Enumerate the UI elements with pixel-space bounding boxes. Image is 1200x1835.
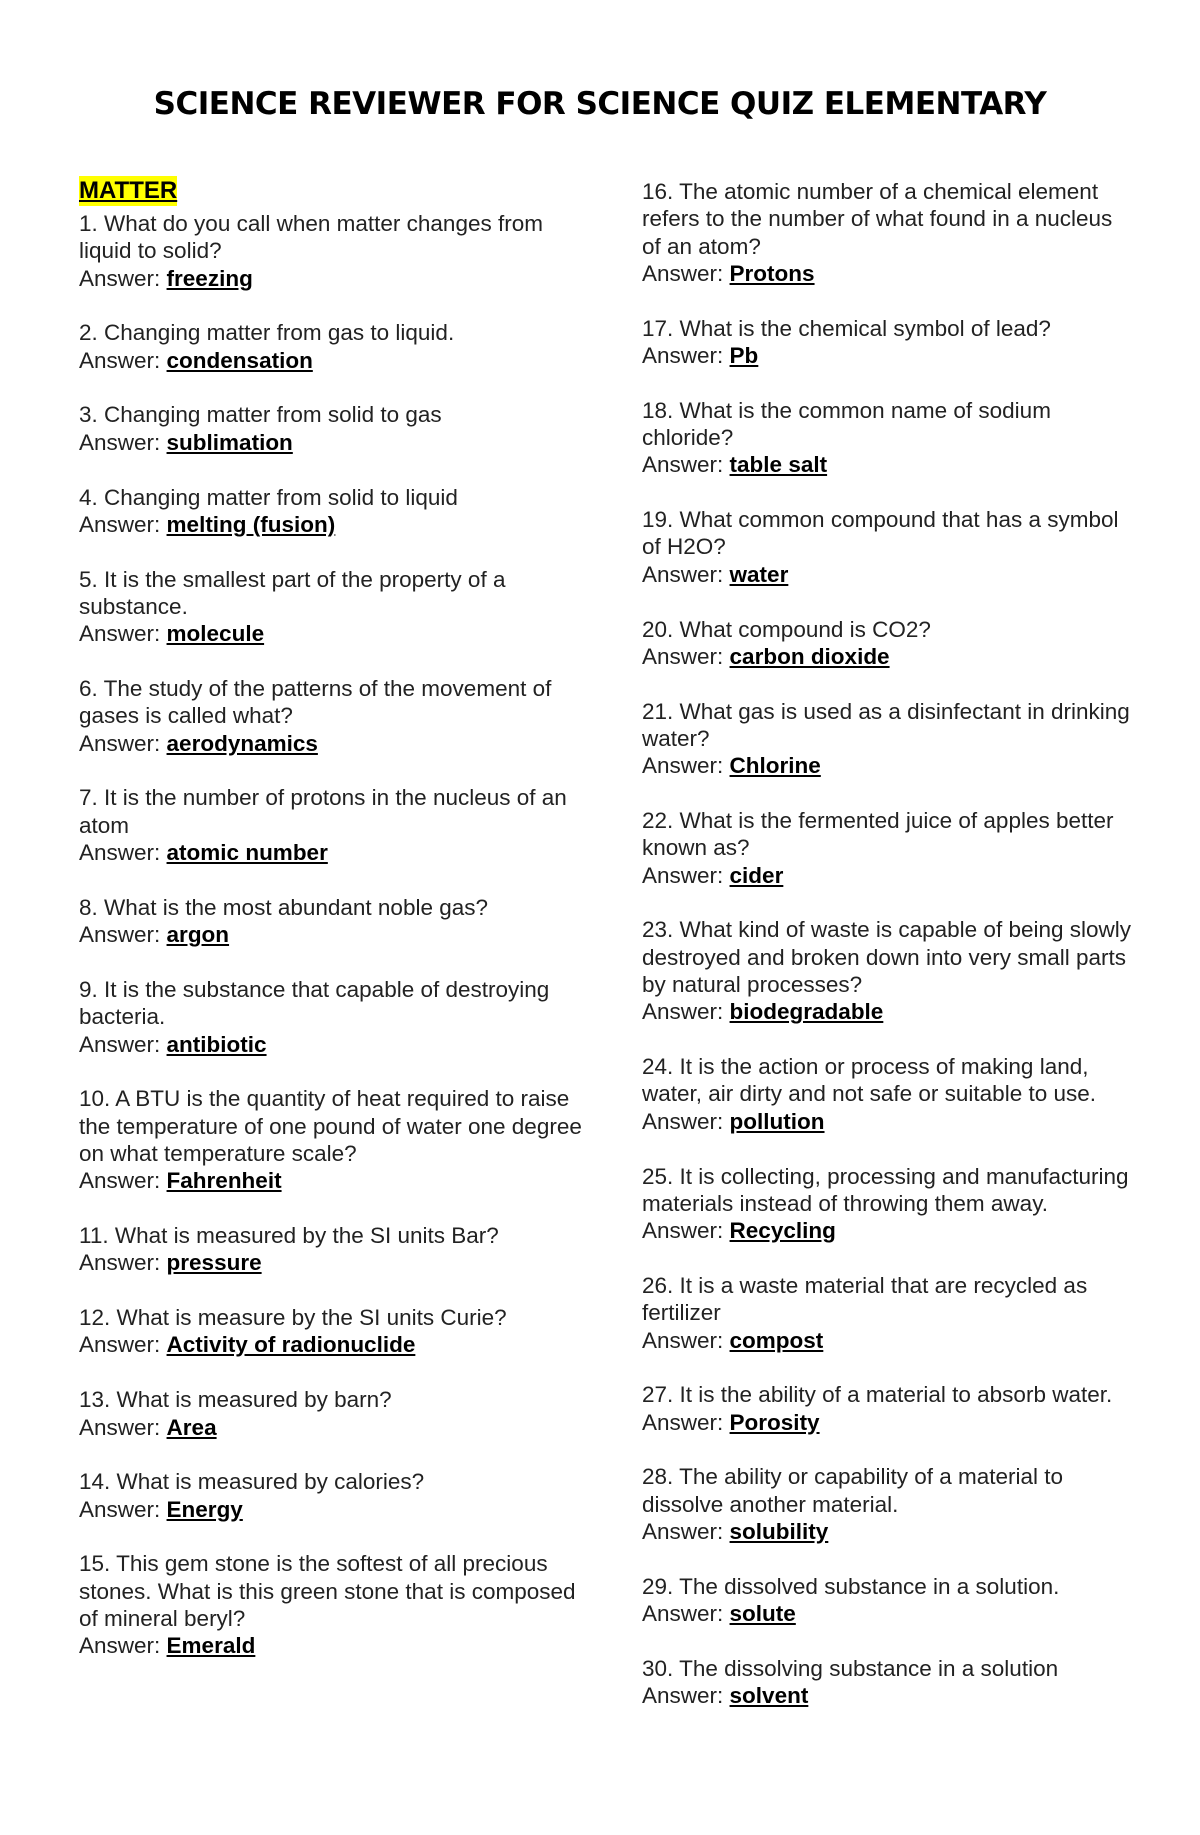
answer-value: biodegradable bbox=[729, 999, 884, 1025]
question-text: 2. Changing matter from gas to liquid. bbox=[79, 320, 455, 346]
question-item bbox=[642, 506, 1132, 588]
answer-value: Fahrenheit bbox=[166, 1168, 282, 1194]
answer-label: Answer: bbox=[79, 1168, 161, 1194]
answer-value: table salt bbox=[729, 452, 828, 478]
answer-label: Answer: bbox=[642, 1327, 724, 1353]
answer-value: sublimation bbox=[166, 429, 293, 455]
question-text: 27. It is the ability of a material to absorb water. bbox=[642, 1382, 1113, 1408]
question-text: 21. What gas is used as a disinfectant in drinking water? bbox=[642, 698, 1130, 751]
question-list-left bbox=[79, 210, 599, 1660]
answer-label: Answer: bbox=[642, 1601, 724, 1627]
question-text: 9. It is the substance that capable of destroying bacteria. bbox=[79, 976, 550, 1030]
answer-label: Answer: bbox=[79, 347, 161, 373]
answer-line bbox=[79, 730, 599, 757]
answer-line bbox=[642, 752, 1132, 779]
answer-label: Answer: bbox=[642, 1409, 724, 1435]
question-text: 7. It is the number of protons in the nucleus of an atom bbox=[79, 785, 567, 838]
question-text: 17. What is the chemical symbol of lead? bbox=[642, 315, 1051, 341]
answer-line bbox=[79, 1632, 599, 1659]
question-item bbox=[79, 1222, 599, 1277]
question-item bbox=[642, 1272, 1132, 1354]
question-text: 3. Changing matter from solid to gas bbox=[79, 402, 442, 428]
question-item bbox=[642, 698, 1132, 780]
answer-line bbox=[642, 862, 1132, 889]
answer-line bbox=[642, 1600, 1132, 1627]
question-text: 12. What is measure by the SI units Curie? bbox=[79, 1305, 507, 1331]
question-text: 15. This gem stone is the softest of all precious stones. What is this green stone that is composed of mineral beryl? bbox=[79, 1551, 576, 1631]
answer-value: antibiotic bbox=[166, 1031, 267, 1057]
answer-line bbox=[642, 1217, 1132, 1244]
question-item bbox=[79, 784, 599, 866]
question-text: 16. The atomic number of a chemical element refers to the number of what found in a nucleus of an atom? bbox=[642, 179, 1113, 259]
answer-value: molecule bbox=[166, 621, 265, 647]
answer-label: Answer: bbox=[79, 1414, 161, 1440]
answer-line bbox=[642, 1327, 1132, 1354]
answer-label: Answer: bbox=[79, 1332, 161, 1358]
answer-label: Answer: bbox=[79, 621, 161, 647]
answer-label: Answer: bbox=[79, 922, 161, 948]
question-item bbox=[79, 484, 599, 539]
answer-value: Protons bbox=[729, 260, 815, 286]
question-item bbox=[79, 675, 599, 757]
answer-value: Energy bbox=[166, 1496, 243, 1522]
answer-label: Answer: bbox=[79, 265, 161, 291]
answer-line bbox=[79, 1249, 599, 1276]
answer-line bbox=[642, 1108, 1132, 1135]
question-text: 19. What common compound that has a symbol of H2O? bbox=[642, 507, 1119, 560]
answer-line bbox=[79, 1031, 599, 1058]
answer-value: Activity of radionuclide bbox=[166, 1332, 416, 1358]
answer-label: Answer: bbox=[642, 1683, 724, 1709]
answer-line bbox=[79, 921, 599, 948]
question-item bbox=[79, 1085, 599, 1194]
question-text: 20. What compound is CO2? bbox=[642, 616, 931, 642]
question-item bbox=[642, 916, 1132, 1025]
question-item bbox=[79, 1386, 599, 1441]
question-item bbox=[642, 1381, 1132, 1436]
answer-line bbox=[79, 511, 599, 538]
answer-label: Answer: bbox=[79, 730, 161, 756]
answer-line bbox=[79, 1414, 599, 1441]
answer-label: Answer: bbox=[79, 840, 161, 866]
answer-label: Answer: bbox=[642, 260, 724, 286]
answer-line bbox=[79, 265, 599, 292]
answer-label: Answer: bbox=[642, 753, 724, 779]
question-text: 10. A BTU is the quantity of heat required to raise the temperature of one pound of water one degree on what temperature scale? bbox=[79, 1086, 582, 1166]
question-item bbox=[642, 397, 1132, 479]
answer-line bbox=[79, 1167, 599, 1194]
question-item bbox=[79, 566, 599, 648]
question-item bbox=[642, 1655, 1132, 1710]
question-item bbox=[642, 1573, 1132, 1628]
answer-line bbox=[642, 1409, 1132, 1436]
answer-label: Answer: bbox=[79, 1031, 161, 1057]
question-item bbox=[642, 1463, 1132, 1545]
question-text: 25. It is collecting, processing and manufacturing materials instead of throwing them away. bbox=[642, 1163, 1129, 1216]
answer-line bbox=[642, 342, 1132, 369]
question-item bbox=[642, 616, 1132, 671]
answer-value: carbon dioxide bbox=[729, 643, 890, 669]
question-text: 6. The study of the patterns of the movement of gases is called what? bbox=[79, 676, 552, 729]
page-title: SCIENCE REVIEWER FOR SCIENCE QUIZ ELEMENTARY bbox=[153, 86, 1047, 122]
question-item bbox=[642, 807, 1132, 889]
question-text: 22. What is the fermented juice of apples better known as? bbox=[642, 808, 1114, 861]
question-item bbox=[642, 178, 1132, 287]
answer-line bbox=[642, 1518, 1132, 1545]
answer-value: solvent bbox=[729, 1683, 809, 1709]
answer-line bbox=[79, 347, 599, 374]
answer-value: solubility bbox=[729, 1518, 829, 1544]
answer-label: Answer: bbox=[642, 999, 724, 1025]
question-text: 26. It is a waste material that are recycled as fertilizer bbox=[642, 1272, 1088, 1326]
answer-line bbox=[642, 451, 1132, 478]
answer-line bbox=[79, 429, 599, 456]
answer-value: atomic number bbox=[166, 840, 328, 866]
answer-line bbox=[79, 839, 599, 866]
question-text: 11. What is measured by the SI units Bar? bbox=[79, 1223, 499, 1249]
answer-value: freezing bbox=[166, 265, 253, 291]
question-item bbox=[642, 315, 1132, 370]
answer-label: Answer: bbox=[79, 1496, 161, 1522]
answer-value: pressure bbox=[166, 1250, 262, 1276]
answer-value: Pb bbox=[729, 342, 759, 368]
answer-value: Porosity bbox=[729, 1409, 820, 1435]
answer-value: cider bbox=[729, 862, 784, 888]
answer-label: Answer: bbox=[642, 452, 724, 478]
question-item bbox=[79, 319, 599, 374]
answer-line bbox=[642, 643, 1132, 670]
question-text: 30. The dissolving substance in a solution bbox=[642, 1655, 1059, 1681]
question-text: 8. What is the most abundant noble gas? bbox=[79, 894, 489, 920]
answer-line bbox=[79, 620, 599, 647]
question-text: 29. The dissolved substance in a solution. bbox=[642, 1573, 1060, 1599]
question-text: 23. What kind of waste is capable of being slowly destroyed and broken down into very small parts by natural processes? bbox=[642, 917, 1132, 998]
answer-line bbox=[79, 1496, 599, 1523]
answer-label: Answer: bbox=[642, 561, 724, 587]
answer-value: Chlorine bbox=[729, 753, 821, 779]
answer-label: Answer: bbox=[79, 1250, 161, 1276]
question-text: 1. What do you call when matter changes from liquid to solid? bbox=[79, 211, 543, 264]
answer-label: Answer: bbox=[642, 1218, 724, 1244]
left-column bbox=[79, 176, 599, 1687]
answer-value: condensation bbox=[166, 347, 313, 373]
question-text: 14. What is measured by calories? bbox=[79, 1469, 425, 1495]
answer-label: Answer: bbox=[642, 342, 724, 368]
answer-value: compost bbox=[729, 1327, 824, 1353]
question-item bbox=[79, 894, 599, 949]
answer-label: Answer: bbox=[79, 429, 161, 455]
answer-value: Area bbox=[166, 1414, 217, 1440]
question-item bbox=[642, 1053, 1132, 1135]
answer-line bbox=[642, 998, 1132, 1025]
answer-line bbox=[642, 260, 1132, 287]
section-heading: MATTER bbox=[79, 177, 178, 204]
answer-label: Answer: bbox=[642, 1108, 724, 1134]
question-text: 4. Changing matter from solid to liquid bbox=[79, 484, 458, 510]
answer-line bbox=[79, 1331, 599, 1358]
question-item bbox=[79, 210, 599, 292]
answer-line bbox=[642, 1682, 1132, 1709]
question-item bbox=[79, 1304, 599, 1359]
answer-label: Answer: bbox=[79, 1633, 161, 1659]
answer-value: melting (fusion) bbox=[166, 511, 336, 537]
answer-label: Answer: bbox=[642, 862, 724, 888]
question-text: 28. The ability or capability of a material to dissolve another material. bbox=[642, 1464, 1064, 1517]
question-text: 13. What is measured by barn? bbox=[79, 1387, 392, 1413]
question-item bbox=[642, 1163, 1132, 1245]
answer-line bbox=[642, 561, 1132, 588]
question-item bbox=[79, 976, 599, 1058]
question-item bbox=[79, 1550, 599, 1659]
question-item bbox=[79, 1468, 599, 1523]
right-column bbox=[642, 178, 1132, 1737]
question-text: 18. What is the common name of sodium chloride? bbox=[642, 397, 1051, 451]
answer-value: Emerald bbox=[166, 1633, 256, 1659]
answer-value: argon bbox=[166, 922, 230, 948]
answer-label: Answer: bbox=[642, 643, 724, 669]
question-text: 24. It is the action or process of making land, water, air dirty and not safe or suitable to use. bbox=[642, 1054, 1096, 1107]
answer-value: water bbox=[729, 561, 789, 587]
answer-value: pollution bbox=[729, 1108, 825, 1134]
answer-label: Answer: bbox=[79, 511, 161, 537]
question-item bbox=[79, 401, 599, 456]
answer-label: Answer: bbox=[642, 1518, 724, 1544]
answer-value: aerodynamics bbox=[166, 730, 318, 756]
answer-value: Recycling bbox=[729, 1218, 836, 1244]
question-list-right bbox=[642, 178, 1132, 1709]
answer-value: solute bbox=[729, 1601, 796, 1627]
question-text: 5. It is the smallest part of the property of a substance. bbox=[79, 566, 506, 619]
